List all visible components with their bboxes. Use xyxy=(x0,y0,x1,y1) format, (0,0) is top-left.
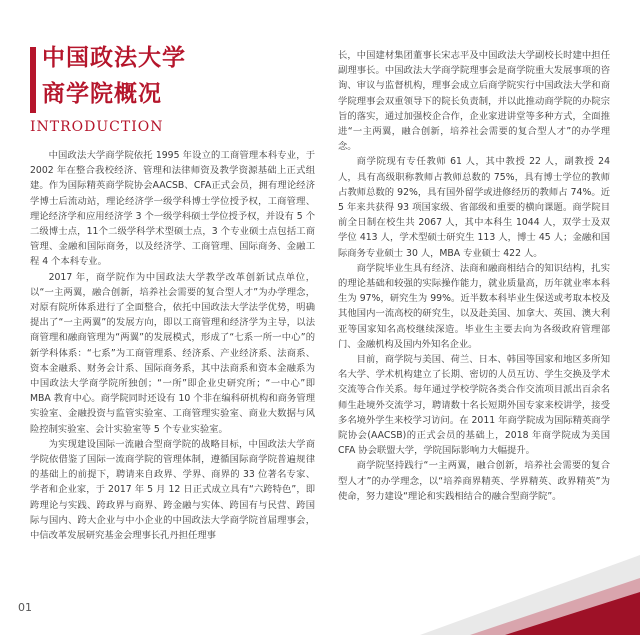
title-accent-bar xyxy=(30,47,36,113)
paragraph: 商学院毕业生具有经济、法商和融商相结合的知识结构，扎实的理论基础和较强的实际操作能力，就业质量高，历年就业率本科生为 97%，研究生为 99%。近半数本科毕业生保送或考取本校及其他国内一流高校的研究生，以及赴美国、加拿大、英国、澳大利亚等国家知名高校继续深造。毕业生主要去向为各级政府管理部门、金融机构及国内外知名企业。 xyxy=(338,262,610,350)
section-label: INTRODUCTION xyxy=(30,119,164,135)
paragraph: 中国政法大学商学院依托 1995 年设立的工商管理本科专业，于 2002 年在整合我校经济、管理和法律师资及教学资源基础上正式组建。作为国际精英商学院协会AACSB、CFA正式会员，拥有理论经济学博士后流动站，理论经济学一级学科博士学位授予权，工商管理、理论经济学和应用经济学 3 个一级学科硕士学位授予权，并设有 5 个二级博士点，11个二级学科学术型硕士点，3 个专业硕士点包括工商管理、金融和国际商务，以及经济学、工商管理、国际商务、金融工程 4 个本科专业。 xyxy=(30,150,315,268)
title-line-2: 商学院概况 xyxy=(42,81,162,107)
paragraph-continued: 长，中国建材集团董事长宋志平及中国政法大学副校长时建中担任副理事长。中国政法大学商学院理事会是商学院重大发展事项的咨询、审议与监督机构，理事会成立后商学院实行中国政法大学和商学院理事会双重领导下的院长负责制，并以此推动商学院的办院宗旨的落实，通过加强校企合作，企业家进讲堂等多种方式，全面推进“一主两翼，融合创新，培养社会需要的复合型人才”的办学理念。 xyxy=(338,50,610,153)
paragraph: 为实现建设国际一流融合型商学院的战略目标，中国政法大学商学院依借鉴了国际一流商学院的管理体制，遵循国际商学院普遍规律的基础上的前提下，聘请来自政界、学界、商界的 33 位著名专家、学者和企业家，于 2017 年 5 月 12 日正式成立具有“六跨特色”，即跨理论与实践、跨政界与商界、跨金融与实体、跨国有与民营、跨国际与国内、跨大企业与中小企业的中国政法大学商学院首届理事会，中信改革发展研究基金会理事长孔丹担任理事 xyxy=(30,438,315,542)
paragraph: 商学院坚持践行“一主两翼，融合创新，培养社会需要的复合型人才”的办学理念，以“培养商界精英、学界精英、政界精英”为使命，努力建设“理论和实践相结合的融合型商学院”。 xyxy=(338,460,610,502)
left-column xyxy=(30,148,315,543)
paragraph: 目前，商学院与美国、荷兰、日本、韩国等国家和地区多所知名大学、学术机构建立了长期、密切的人员互访、学生交换及学术交流等合作关系。每年通过学校学院各类合作交流项目派出百余名师生赴境外交流学习，聘请数十名长短期外国专家来校讲学，接受多名境外学生来校学习访问。在 2011 年商学院成为国际精英商学院协会(AACSB)的正式会员的基础上，2018 年商学院成为美国 CFA 协会联盟大学，学院国际影响力大幅提升。 xyxy=(338,354,610,457)
paragraph: 2017 年，商学院作为中国政法大学教学改革创新试点单位，以“一主两翼，融合创新，培养社会需要的复合型人才”为办学理念，对原有院所体系进行了全面整合，依托中国政法大学法学优势，明确提出了“一主两翼”的发展方向，即以工商管理和经济学为主导，以法商管理和融商管理为“两翼”的发展模式，形成了“七系一所一中心”的新学科体系：“七系”为工商管理系、经济系、产业经济系、法商系、资本金融系、财务会计系、国际商务系，其中法商系和资本金融系为中国政法大学商学院所独创；“一所”即企业史研究所；“一中心”即 MBA 教育中心。商学院同时还设有 10 个非在编科研机构和商务管理实验室、金融投资与监管实验室、工商管理实验室、商业大数据与风险控制实验室、会计实验室等 5 个专业实验室。 xyxy=(30,271,315,435)
paragraph: 商学院现有专任教师 61 人，其中教授 22 人，副教授 24 人，具有高级职称教师占教师总数的 75%，具有博士学位的教师占教师总数的 92%，具有国外留学或进修经历的教师占 74%。近 5 年来共获得 93 项国家级、省部级和重要的横向课题。商学院目前全日制在校生共 2067 人，其中本科生 1044 人，双学士及双学位 413 人，学术型硕士研究生 113 人，博士 45 人；金融和国际商务专业硕士 30 人，MBA 专业硕士 422 人。 xyxy=(338,156,610,259)
page-number: 01 xyxy=(18,601,32,614)
page-title xyxy=(42,40,186,112)
title-line-1: 中国政法大学 xyxy=(42,45,186,71)
right-column xyxy=(338,48,610,504)
